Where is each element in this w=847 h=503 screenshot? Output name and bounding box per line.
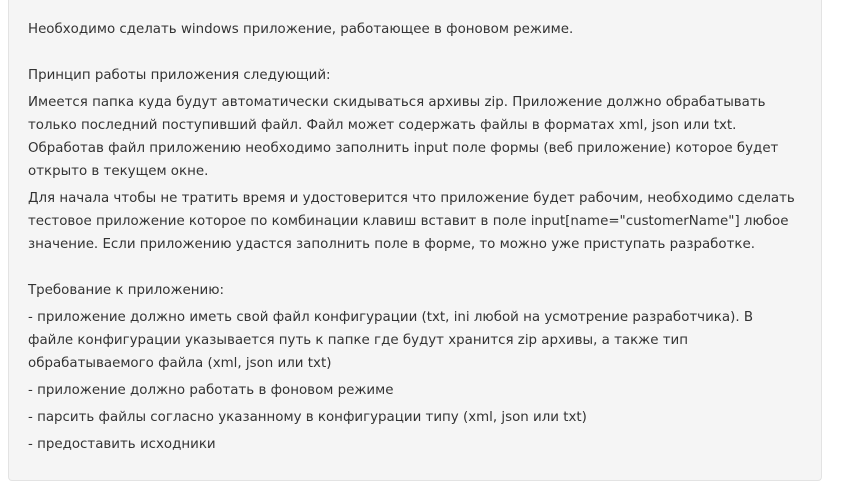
requirements-list: [28, 306, 801, 456]
requirements-heading: Требование к приложению:: [28, 283, 225, 298]
requirement-item: - предоставить исходники: [28, 437, 216, 452]
requirement-item: - парсить файлы согласно указанному в конфигурации типу (xml, json или txt): [28, 410, 587, 425]
test-app-text: Для начала чтобы не тратить время и удостоверится что приложение будет рабочим, необходимо сделать тестовое приложение которое по комбинации клавиш вставит в поле input[name="customerName"] любое значение. Если приложению удастся заполнить поле в форме, то можно уже приступать разработке.: [28, 191, 795, 252]
requirement-item: - приложение должно иметь свой файл конфигурации (txt, ini любой на усмотрение разработчика). В файле конфигурации указывается путь к папке где будут хранится zip архивы, а также тип обрабатываемого файла (xml, json или txt): [28, 310, 754, 371]
intro-text: Необходимо сделать windows приложение, работающее в фоновом режиме.: [28, 22, 574, 37]
task-description-card: [8, 0, 822, 481]
principle-text: Имеется папка куда будут автоматически скидываться архивы zip. Приложение должно обрабатывать только последний поступивший файл. Файл может содержать файлы в форматах xml, json или txt. Обработав файл приложению необходимо заполнить input поле формы (веб приложение) которое будет открыто в текущем окне.: [28, 95, 779, 179]
principle-heading: Принцип работы приложения следующий:: [28, 68, 331, 83]
requirement-item: - приложение должно работать в фоновом режиме: [28, 383, 394, 398]
